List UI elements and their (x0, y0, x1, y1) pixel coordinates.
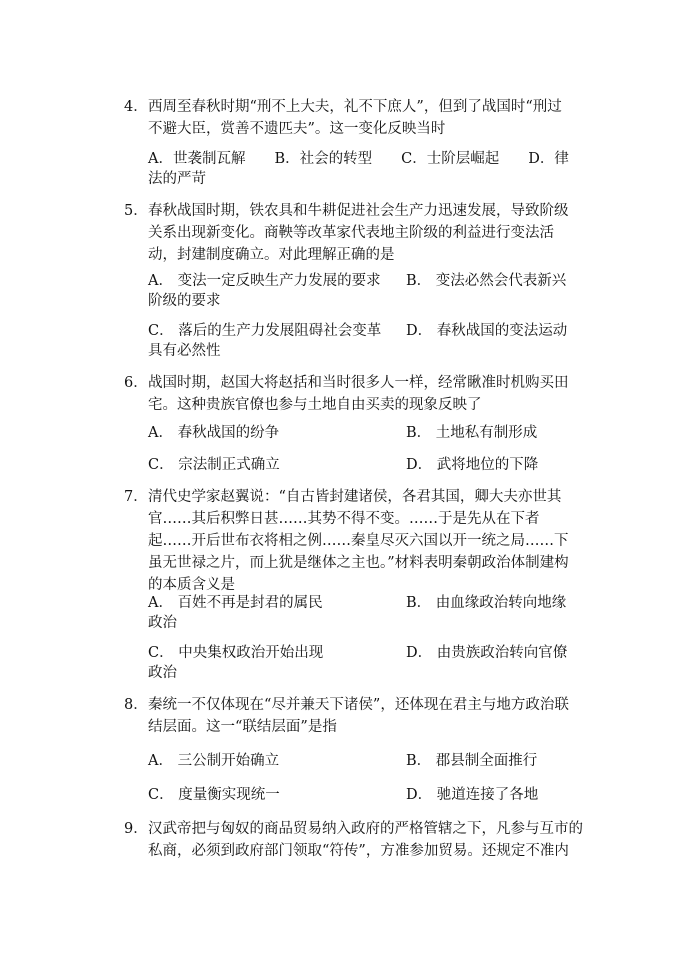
option-d: D． 驰道连接了各地 (406, 787, 539, 803)
options-line: A．世袭制瓦解 B．社会的转型 C．士阶层崛起 D．律 (148, 151, 569, 167)
option-b-continued: 阶级的要求 (148, 293, 221, 309)
options-line: 法的严苛 (148, 171, 206, 187)
question-number: 7． (124, 489, 148, 505)
question-text-line: 虽无世禄之片，而上犹是继体之主也。”材料表明秦朝政治体制建构 (148, 555, 569, 571)
question-text-line: 结层面。这一“联结层面”是指 (148, 719, 337, 735)
question-number: 5． (124, 203, 148, 219)
question-text-line: 清代史学家赵翼说：“自古皆封建诸侯，各君其国，卿大夫亦世其 (148, 489, 562, 505)
option-d: D． 春秋战国的变法运动 (406, 323, 568, 339)
question-text-line: 私商，必须到政府部门领取“符传”，方准参加贸易。还规定不准内 (148, 843, 569, 859)
option-b: B． 郡县制全面推行 (406, 753, 538, 769)
question-number: 9． (124, 821, 148, 837)
option-b: B． 土地私有制形成 (406, 425, 538, 441)
option-d: D． 由贵族政治转向官僚 (406, 645, 568, 661)
question-text-line: 战国时期，赵国大将赵括和当时很多人一样，经常瞅准时机购买田 (148, 375, 569, 391)
option-b: B． 变法必然会代表新兴 (406, 273, 567, 289)
option-c: C． 宗法制正式确立 (148, 457, 280, 473)
question-text-line: 起……开后世布衣将相之例……秦皇尽灭六国以开一统之局……下 (148, 533, 569, 549)
option-d: D． 武将地位的下降 (406, 457, 539, 473)
option-a: A． 百姓不再是封君的属民 (148, 595, 323, 611)
option-a: A． 三公制开始确立 (148, 753, 280, 769)
option-d-continued: 政治 (148, 665, 177, 681)
option-a: A． 变法一定反映生产力发展的要求 (148, 273, 381, 289)
question-text-line: 汉武帝把与匈奴的商品贸易纳入政府的严格管辖之下，凡参与互市的 (148, 821, 583, 837)
option-b: B． 由血缘政治转向地缘 (406, 595, 567, 611)
option-c: C． 落后的生产力发展阻碍社会变革 (148, 323, 382, 339)
question-text-line: 官……其后积弊日甚……其势不得不变。……于是先从在下者 (148, 511, 540, 527)
option-c: C． 中央集权政治开始出现 (148, 645, 324, 661)
option-c: C． 度量衡实现统一 (148, 787, 280, 803)
question-number: 4． (124, 99, 148, 115)
question-text-line: 春秋战国时期，铁农具和牛耕促进社会生产力迅速发展，导致阶级 (148, 203, 569, 219)
option-a: A． 春秋战国的纷争 (148, 425, 280, 441)
option-d-continued: 具有必然性 (148, 343, 221, 359)
question-number: 6． (124, 375, 148, 391)
question-text-line: 秦统一不仅体现在“尽并兼天下诸侯”，还体现在君主与地方政治联 (148, 697, 569, 713)
option-b-continued: 政治 (148, 615, 177, 631)
question-number: 8． (124, 697, 148, 713)
question-text-line: 动，封建制度确立。对此理解正确的是 (148, 247, 395, 263)
question-text-line: 西周至春秋时期“刑不上大夫，礼不下庶人”，但到了战国时“刑过 (148, 99, 562, 115)
question-text-line: 不避大臣，赏善不遗匹夫”。这一变化反映当时 (148, 121, 446, 137)
question-text-line: 关系出现新变化。商鞅等改革家代表地主阶级的利益进行变法活 (148, 225, 554, 241)
question-text-line: 宅。这种贵族官僚也参与土地自由买卖的现象反映了 (148, 397, 482, 413)
question-text-line: 的本质含义是 (148, 577, 235, 593)
